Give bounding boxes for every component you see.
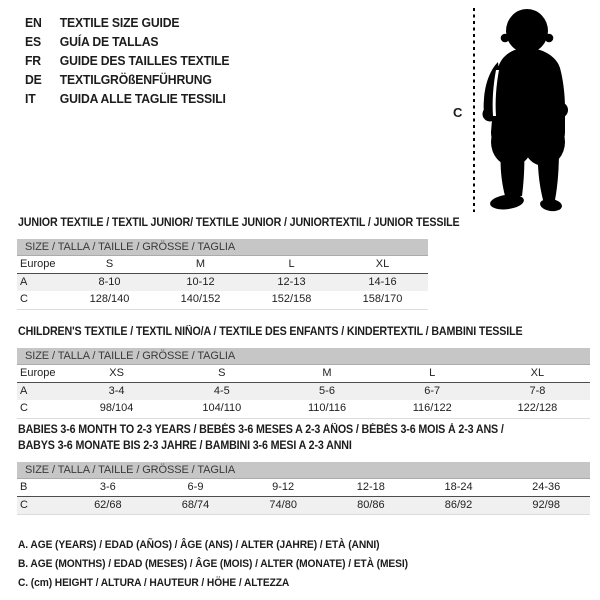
- language-label: GUIDE DES TAILLES TEXTILE: [59, 53, 230, 68]
- size-cell: 12-13: [277, 275, 306, 288]
- size-table-2: [17, 324, 590, 419]
- language-label: TEXTILGRÖßENFÜHRUNG: [59, 72, 212, 87]
- size-cell: 18-24: [444, 481, 473, 493]
- row-label: A: [20, 384, 28, 397]
- row-label: C: [20, 293, 28, 305]
- row-label: Europe: [20, 258, 56, 270]
- table-row-c: [17, 400, 590, 418]
- language-label: TEXTILE SIZE GUIDE: [59, 15, 180, 30]
- size-cell: 158/170: [362, 293, 403, 305]
- row-label: Europe: [20, 367, 56, 379]
- size-header-bar: SIZE / TALLA / TAILLE / GRÖSSE / TAGLIA: [17, 462, 590, 479]
- size-cell: L: [288, 258, 295, 270]
- table-title: [18, 324, 550, 340]
- size-cell: 10-12: [186, 275, 215, 288]
- footnote: A. AGE (YEARS) / EDAD (AÑOS) / ÂGE (ANS) / ALTER (JAHRE) / ETÀ (ANNI): [18, 539, 380, 551]
- language-code: ES: [25, 34, 41, 49]
- size-cell: 98/104: [99, 402, 134, 414]
- height-measure-dotted-line: [473, 8, 475, 212]
- size-header-bar: SIZE / TALLA / TAILLE / GRÖSSE / TAGLIA: [17, 348, 590, 365]
- footnotes: [18, 536, 408, 593]
- table-row-a: [17, 274, 428, 292]
- size-cell: 5-6: [319, 384, 335, 397]
- table-title-line: CHILDREN'S TEXTILE / TEXTIL NIÑO/A / TEXTILE DES ENFANTS / KINDERTEXTIL / BAMBINI TESSILE: [18, 326, 523, 338]
- language-code: DE: [25, 72, 42, 87]
- table-title-line: BABIES 3-6 MONTH TO 2-3 YEARS / BEBÉS 3-6 MESES A 2-3 AÑOS / BÉBÉS 3-6 MOIS À 2-3 ANS /: [18, 424, 504, 436]
- size-cell: 6-7: [424, 384, 441, 397]
- size-cell: 7-8: [529, 384, 546, 397]
- size-cell: XL: [375, 258, 390, 270]
- size-cell: 140/152: [180, 293, 221, 305]
- size-cell: 8-10: [98, 275, 121, 288]
- height-measure-label: C: [453, 105, 463, 120]
- size-cell: 9-12: [272, 481, 295, 493]
- size-cell: 110/116: [307, 402, 347, 414]
- language-code: IT: [25, 91, 36, 106]
- row-label: A: [20, 275, 28, 288]
- language-row: [25, 51, 229, 70]
- size-cell: S: [218, 367, 226, 379]
- size-cell: 74/80: [269, 498, 297, 511]
- footnote: B. AGE (MONTHS) / EDAD (MESES) / ÂGE (MOIS) / ALTER (MONATE) / ETÀ (MESI): [18, 558, 408, 570]
- size-cell: L: [429, 367, 436, 379]
- table-row-europe: [17, 256, 428, 274]
- size-cell: 14-16: [368, 275, 397, 288]
- language-label: GUIDA ALLE TAGLIE TESSILI: [59, 91, 226, 106]
- language-row: [25, 32, 229, 51]
- size-cell: XL: [530, 367, 545, 379]
- language-row: [25, 70, 229, 89]
- footnote: C. (cm) HEIGHT / ALTURA / HAUTEUR / HÖHE / ALTEZZA: [18, 577, 290, 589]
- table-title-line: JUNIOR TEXTILE / TEXTIL JUNIOR/ TEXTILE JUNIOR / JUNIORTEXTIL / JUNIOR TESSILE: [18, 217, 460, 229]
- row-label: C: [20, 498, 28, 511]
- row-label: C: [20, 402, 28, 414]
- row-label: B: [20, 481, 28, 493]
- language-list: [25, 13, 242, 108]
- size-cell: 24-36: [532, 481, 561, 493]
- size-cell: 3-4: [108, 384, 125, 397]
- toddler-silhouette-icon: [480, 4, 588, 214]
- size-cell: 128/140: [89, 293, 130, 305]
- size-cell: 86/92: [444, 498, 473, 511]
- language-code: EN: [25, 15, 42, 30]
- size-cell: 12-18: [356, 481, 385, 493]
- size-cell: 116/122: [412, 402, 452, 414]
- table-row-c: [17, 497, 590, 515]
- language-code: FR: [25, 53, 41, 68]
- table-row-europe: [17, 365, 590, 383]
- table-title: [18, 422, 550, 454]
- size-header-bar: SIZE / TALLA / TAILLE / GRÖSSE / TAGLIA: [17, 239, 428, 256]
- table-row-c: [17, 291, 428, 309]
- size-table-1: [17, 215, 460, 310]
- size-cell: 104/110: [202, 402, 242, 414]
- size-cell: 3-6: [99, 481, 116, 493]
- table-title-line: BABYS 3-6 MONATE BIS 2-3 JAHRE / BAMBINI 3-6 MESI A 2-3 ANNI: [18, 440, 352, 452]
- size-cell: 152/158: [271, 293, 312, 305]
- table-row-b: [17, 479, 590, 497]
- table-row-a: [17, 383, 590, 401]
- size-cell: 62/68: [94, 498, 122, 511]
- size-cell: 80/86: [357, 498, 385, 511]
- language-row: [25, 13, 229, 32]
- language-row: [25, 89, 229, 108]
- size-cell: 4-5: [213, 384, 230, 397]
- size-cell: 92/98: [532, 498, 560, 511]
- size-cell: S: [105, 258, 114, 270]
- language-label: GUÍA DE TALLAS: [59, 34, 159, 49]
- size-cell: M: [195, 258, 206, 270]
- size-cell: 6-9: [187, 481, 204, 493]
- size-cell: M: [322, 367, 332, 379]
- size-cell: XS: [109, 367, 124, 379]
- size-cell: 68/74: [181, 498, 210, 511]
- size-cell: 122/128: [517, 402, 558, 414]
- table-title: [18, 215, 460, 231]
- size-table-3: [17, 422, 590, 515]
